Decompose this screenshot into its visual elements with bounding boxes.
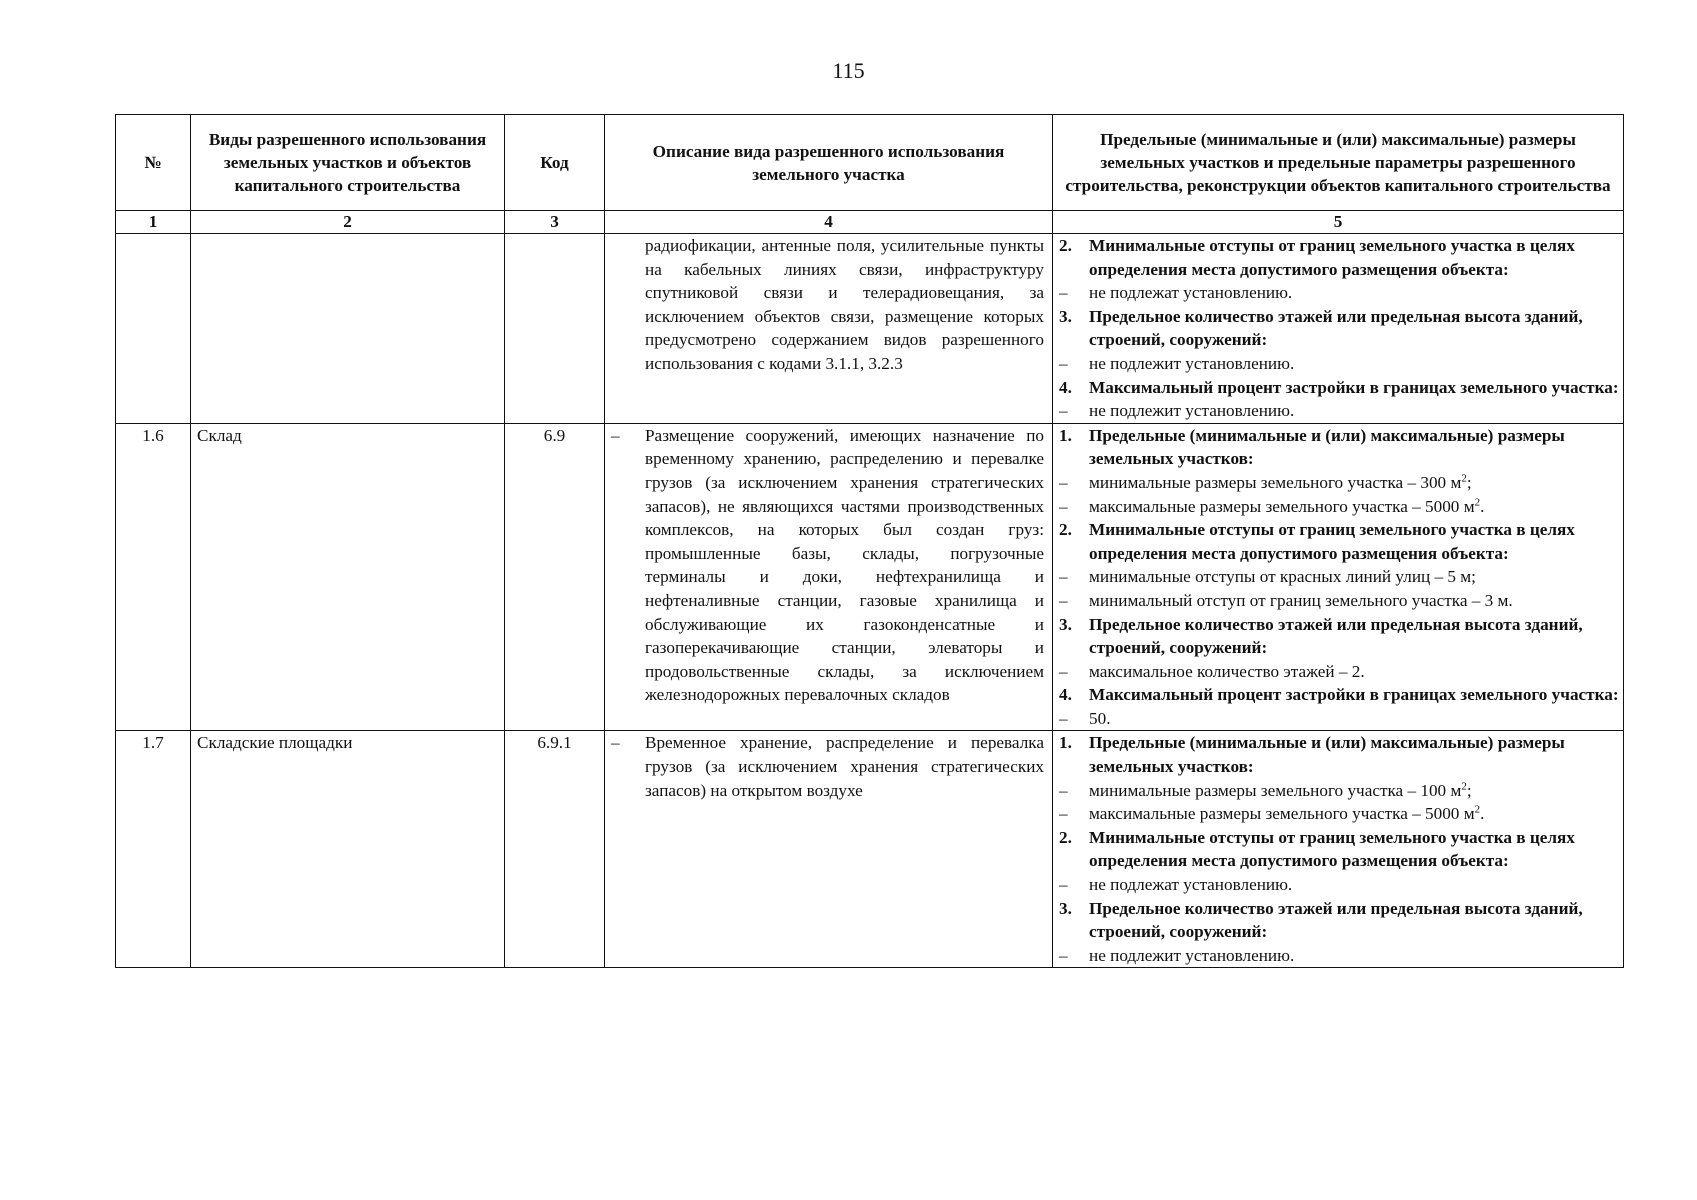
code-cell: 6.9 bbox=[505, 423, 605, 731]
superscript: 2 bbox=[1474, 495, 1481, 508]
parameter-text-main: не подлежат установлению. bbox=[1089, 875, 1293, 895]
parameter-text bbox=[1089, 802, 1619, 826]
dash-marker: – bbox=[1059, 708, 1068, 728]
parameter-text-main: максимальное количество этажей – 2. bbox=[1089, 661, 1365, 681]
table-row bbox=[116, 731, 1624, 968]
parameter-text bbox=[1089, 281, 1619, 305]
header-number: № bbox=[116, 115, 191, 211]
description-paragraph bbox=[611, 424, 1046, 707]
parameter-text-main: не подлежит установлению. bbox=[1089, 945, 1295, 965]
header-parameters: Предельные (минимальные и (или) максимальные) размеры земельных участков и предельные параметры разрешенного строительства, реконструкции объектов капитального строительства bbox=[1053, 115, 1624, 211]
dash-marker: – bbox=[1059, 283, 1068, 303]
parameter-text bbox=[1089, 660, 1619, 684]
parameter-number: 2. bbox=[1059, 520, 1072, 540]
description-text: радиофикации, антенные поля, усилительные пункты на кабельных линиях связи, инфраструктуру спутниковой связи и телерадиовещания, за исключением объектов связи, размещение которых предусмотрено содержанием видов разрешенного использования с кодами 3.1.1, 3.2.3 bbox=[645, 236, 1044, 373]
description-cell bbox=[605, 423, 1053, 731]
row-number-cell bbox=[116, 234, 191, 424]
code-cell: 6.9.1 bbox=[505, 731, 605, 968]
parameter-text bbox=[1089, 376, 1619, 400]
description-paragraph bbox=[611, 234, 1046, 376]
dash-marker: – bbox=[611, 733, 620, 753]
parameter-text bbox=[1089, 826, 1619, 873]
parameter-text-tail: . bbox=[1480, 496, 1485, 516]
parameter-text-main: Предельное количество этажей или предельная высота зданий, строений, сооружений: bbox=[1089, 306, 1583, 350]
parameter-text-tail: ; bbox=[1466, 780, 1472, 800]
use-type-cell: Склад bbox=[191, 423, 505, 731]
description-cell bbox=[605, 731, 1053, 968]
parameter-value bbox=[1055, 944, 1619, 968]
description-paragraph bbox=[611, 731, 1046, 802]
table-row bbox=[116, 234, 1624, 424]
dash-marker: – bbox=[1059, 804, 1068, 824]
header-code: Код bbox=[505, 115, 605, 211]
zoning-table bbox=[115, 114, 1624, 968]
column-number: 1 bbox=[116, 211, 191, 234]
parameter-text bbox=[1089, 613, 1619, 660]
parameter-text-main: Предельные (минимальные и (или) максимальные) размеры земельных участков: bbox=[1089, 425, 1565, 469]
parameter-text bbox=[1089, 683, 1619, 707]
superscript: 2 bbox=[1461, 472, 1467, 485]
parameters-cell bbox=[1053, 423, 1624, 731]
parameter-text-main: Предельные (минимальные и (или) максимальные) размеры земельных участков: bbox=[1089, 733, 1565, 777]
use-type-cell bbox=[191, 234, 505, 424]
parameter-text bbox=[1089, 565, 1619, 589]
parameter-text bbox=[1089, 234, 1619, 281]
parameter-value bbox=[1055, 565, 1619, 589]
dash-marker: – bbox=[1059, 401, 1068, 421]
parameter-text-main: Максимальный процент застройки в границах земельного участка: bbox=[1089, 685, 1619, 705]
parameter-heading bbox=[1055, 518, 1619, 565]
parameter-value bbox=[1055, 802, 1619, 826]
column-number: 4 bbox=[605, 211, 1053, 234]
parameter-heading bbox=[1055, 234, 1619, 281]
superscript: 2 bbox=[1474, 803, 1481, 816]
parameter-value bbox=[1055, 352, 1619, 376]
parameter-text-main: минимальный отступ от границ земельного участка – 3 м. bbox=[1089, 590, 1513, 610]
parameters-cell bbox=[1053, 731, 1624, 968]
parameter-number: 4. bbox=[1059, 685, 1072, 705]
parameter-text-tail: ; bbox=[1466, 472, 1472, 492]
table-row bbox=[116, 423, 1624, 731]
column-number: 3 bbox=[505, 211, 605, 234]
parameter-number: 2. bbox=[1059, 236, 1072, 255]
parameter-number: 3. bbox=[1059, 898, 1072, 918]
dash-marker: – bbox=[611, 425, 620, 445]
row-number-cell: 1.6 bbox=[116, 423, 191, 731]
parameter-heading bbox=[1055, 305, 1619, 352]
parameter-heading bbox=[1055, 731, 1619, 778]
header-description: Описание вида разрешенного использования земельного участка bbox=[605, 115, 1053, 211]
parameter-value bbox=[1055, 707, 1619, 731]
parameter-text bbox=[1089, 944, 1619, 968]
parameter-heading bbox=[1055, 897, 1619, 944]
parameter-text bbox=[1089, 305, 1619, 352]
dash-marker: – bbox=[1059, 945, 1068, 965]
parameter-number: 4. bbox=[1059, 377, 1072, 397]
dash-marker: – bbox=[1059, 567, 1068, 587]
parameter-text bbox=[1089, 495, 1619, 519]
parameter-text bbox=[1089, 471, 1619, 495]
parameter-text-main: Минимальные отступы от границ земельного участка в целях определения места допустимого размещения объекта: bbox=[1089, 520, 1575, 563]
parameter-value bbox=[1055, 399, 1619, 423]
parameter-text bbox=[1089, 873, 1619, 897]
parameter-value bbox=[1055, 471, 1619, 495]
parameter-text-main: минимальные размеры земельного участка – 100 м bbox=[1089, 780, 1462, 800]
parameter-text bbox=[1089, 424, 1619, 471]
parameters-cell bbox=[1053, 234, 1624, 424]
parameter-number: 3. bbox=[1059, 306, 1072, 326]
parameter-value bbox=[1055, 660, 1619, 684]
parameter-text-main: не подлежат установлению. bbox=[1089, 283, 1293, 303]
parameter-heading bbox=[1055, 683, 1619, 707]
parameter-text-main: 50. bbox=[1089, 708, 1111, 728]
parameter-number: 3. bbox=[1059, 614, 1072, 634]
parameter-number: 2. bbox=[1059, 827, 1072, 847]
description-text: Временное хранение, распределение и перевалка грузов (за исключением хранения стратегических запасов) на открытом воздухе bbox=[645, 733, 1044, 800]
row-number-cell: 1.7 bbox=[116, 731, 191, 968]
parameter-text-main: не подлежит установлению. bbox=[1089, 401, 1295, 421]
parameter-text bbox=[1089, 731, 1619, 778]
parameter-heading bbox=[1055, 826, 1619, 873]
table-header-row bbox=[116, 115, 1624, 211]
parameter-text bbox=[1089, 589, 1619, 613]
parameter-value bbox=[1055, 495, 1619, 519]
dash-marker: – bbox=[1059, 353, 1068, 373]
dash-marker: – bbox=[1059, 661, 1068, 681]
parameter-text-main: Максимальный процент застройки в границах земельного участка: bbox=[1089, 377, 1619, 397]
parameter-value bbox=[1055, 281, 1619, 305]
parameter-text-tail: . bbox=[1480, 804, 1485, 824]
parameter-value bbox=[1055, 589, 1619, 613]
parameter-number: 1. bbox=[1059, 425, 1072, 445]
parameter-text bbox=[1089, 518, 1619, 565]
parameter-text-main: Предельное количество этажей или предельная высота зданий, строений, сооружений: bbox=[1089, 898, 1583, 942]
dash-marker: – bbox=[1059, 590, 1068, 610]
column-number: 2 bbox=[191, 211, 505, 234]
parameter-text-main: минимальные отступы от красных линий улиц – 5 м; bbox=[1089, 567, 1476, 587]
parameter-heading bbox=[1055, 376, 1619, 400]
header-use-type: Виды разрешенного использования земельных участков и объектов капитального строительства bbox=[191, 115, 505, 211]
page-number: 115 bbox=[832, 58, 865, 83]
parameter-text-main: минимальные размеры земельного участка – 300 м bbox=[1089, 472, 1462, 492]
dash-marker: – bbox=[1059, 875, 1068, 895]
parameter-text-main: не подлежит установлению. bbox=[1089, 353, 1295, 373]
parameter-text-main: максимальные размеры земельного участка – 5000 м bbox=[1089, 496, 1475, 516]
parameter-text bbox=[1089, 897, 1619, 944]
superscript: 2 bbox=[1461, 779, 1467, 792]
parameter-text bbox=[1089, 779, 1619, 803]
parameter-value bbox=[1055, 873, 1619, 897]
column-number-row bbox=[116, 211, 1624, 234]
parameter-text-main: Минимальные отступы от границ земельного участка в целях определения места допустимого размещения объекта: bbox=[1089, 827, 1575, 871]
dash-marker: – bbox=[1059, 472, 1068, 492]
description-cell bbox=[605, 234, 1053, 424]
parameter-value bbox=[1055, 779, 1619, 803]
parameter-text bbox=[1089, 352, 1619, 376]
parameter-heading bbox=[1055, 424, 1619, 471]
parameter-number: 1. bbox=[1059, 733, 1072, 753]
use-type-cell: Складские площадки bbox=[191, 731, 505, 968]
dash-marker: – bbox=[1059, 780, 1068, 800]
parameter-text-main: максимальные размеры земельного участка – 5000 м bbox=[1089, 804, 1475, 824]
parameter-text-main: Минимальные отступы от границ земельного участка в целях определения места допустимого размещения объекта: bbox=[1089, 236, 1575, 279]
parameter-text-main: Предельное количество этажей или предельная высота зданий, строений, сооружений: bbox=[1089, 614, 1583, 658]
column-number: 5 bbox=[1053, 211, 1624, 234]
code-cell bbox=[505, 234, 605, 424]
parameter-text bbox=[1089, 399, 1619, 423]
description-text: Размещение сооружений, имеющих назначение по временному хранению, распределению и перевалке грузов (за исключением хранения стратегических запасов), не являющихся частями производственных комплексов, на которых был создан груз: промышленные базы, склады, погрузочные терминалы и доки, нефтехранилища и нефтеналивные станции, газовые хранилища и обслуживающие их газоконденсатные и газоперекачивающие станции, элеваторы и продовольственные склады, за исключением железнодорожных перевалочных складов bbox=[645, 425, 1044, 705]
parameter-heading bbox=[1055, 613, 1619, 660]
parameter-text bbox=[1089, 707, 1619, 731]
dash-marker: – bbox=[1059, 496, 1068, 516]
